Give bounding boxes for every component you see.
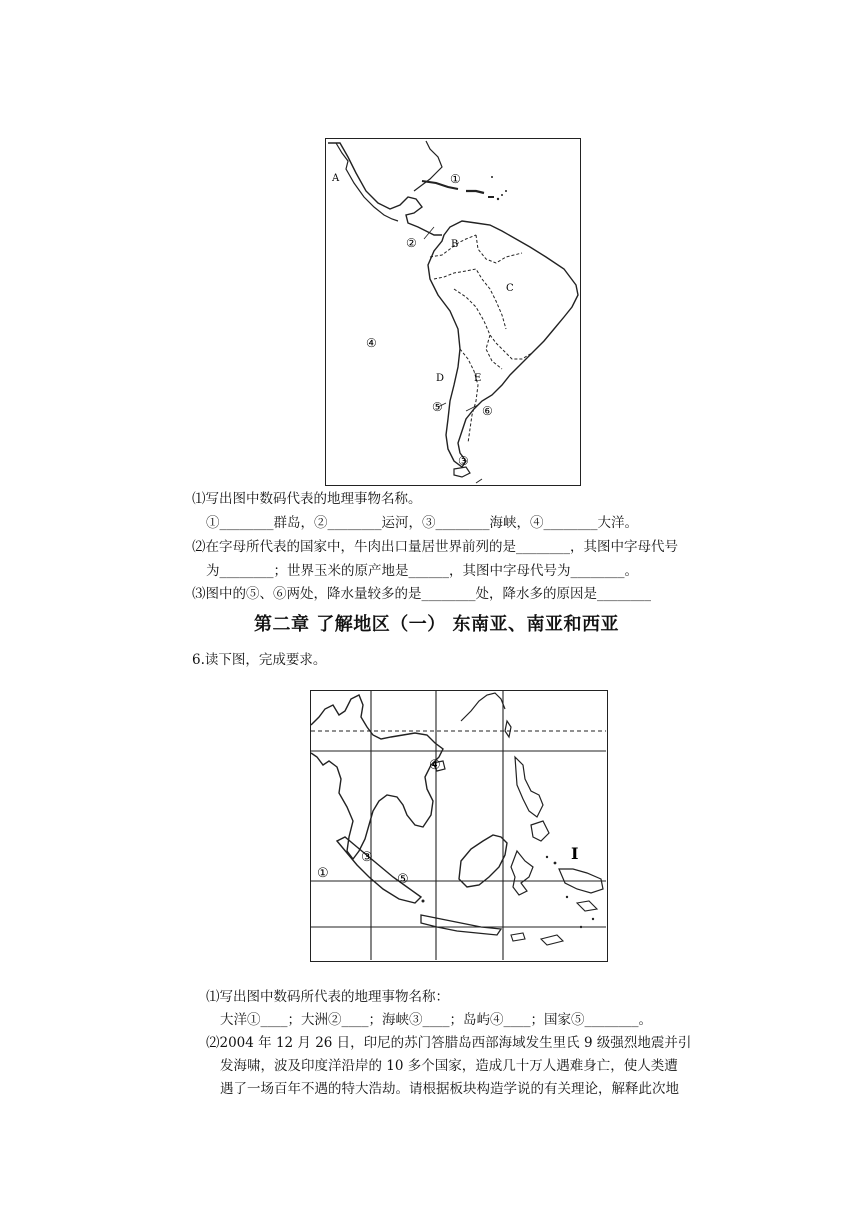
q5-part2-line1: ⑵在字母所代表的国家中，牛肉出口量居世界前列的是________，其图中字母代号 xyxy=(192,539,678,555)
latin-america-map-drawing xyxy=(326,139,579,484)
map1-label-C: C xyxy=(506,283,514,294)
q6-intro: 6.读下图，完成要求。 xyxy=(192,652,327,668)
q6-part2-line2: 发海啸，波及印度洋沿岸的 10 多个国家，造成几十万人遇难身亡，使人类遭 xyxy=(220,1058,678,1074)
map2-label-3: ③ xyxy=(361,850,373,865)
map1-label-1: ① xyxy=(450,172,461,186)
map1-label-3: ③ xyxy=(458,454,469,468)
q5-part2-line2: 为________；世界玉米的原产地是______，其图中字母代号为________。 xyxy=(206,563,638,579)
q6-part1-title: ⑴写出图中数码所代表的地理事物名称： xyxy=(206,989,449,1005)
q5-part1-blanks: ①________群岛，②________运河，③________海峡，④________大洋。 xyxy=(206,515,638,531)
q6-part2-line3: 遇了一场百年不遇的特大浩劫。请根据板块构造学说的有关理论，解释此次地 xyxy=(220,1081,679,1097)
map2-label-5: ⑤ xyxy=(397,872,409,887)
q5-part1-title: ⑴写出图中数码代表的地理事物名称。 xyxy=(192,491,422,507)
latin-america-map xyxy=(325,138,581,486)
q6-part2-line1: ⑵2004 年 12 月 26 日，印尼的苏门答腊岛西部海域发生里氏 9 级强烈地震并引 xyxy=(206,1035,692,1051)
map1-label-6: ⑥ xyxy=(482,404,493,418)
map2-label-4: ④ xyxy=(429,758,441,773)
southeast-asia-map-drawing xyxy=(311,691,606,960)
map1-label-E: E xyxy=(474,373,482,384)
q5-part3-line: ⑶图中的⑤、⑥两处，降水量较多的是________处，降水多的原因是________ xyxy=(192,586,651,602)
map1-label-D: D xyxy=(436,373,445,384)
map2-label-I: I xyxy=(571,844,579,863)
map2-label-1: ① xyxy=(317,866,329,881)
map1-label-B: B xyxy=(451,239,459,250)
map1-label-4: ④ xyxy=(366,336,377,350)
q6-part1-blanks: 大洋①____；大洲②____；海峡③____；岛屿④____；国家⑤________。 xyxy=(220,1012,652,1028)
map1-label-A: A xyxy=(332,173,340,184)
map1-label-5: ⑤ xyxy=(432,400,443,414)
map1-label-2: ② xyxy=(406,236,417,250)
chapter-heading: 第二章 了解地区（一） 东南亚、南亚和西亚 xyxy=(254,614,620,635)
southeast-asia-map xyxy=(310,690,608,962)
